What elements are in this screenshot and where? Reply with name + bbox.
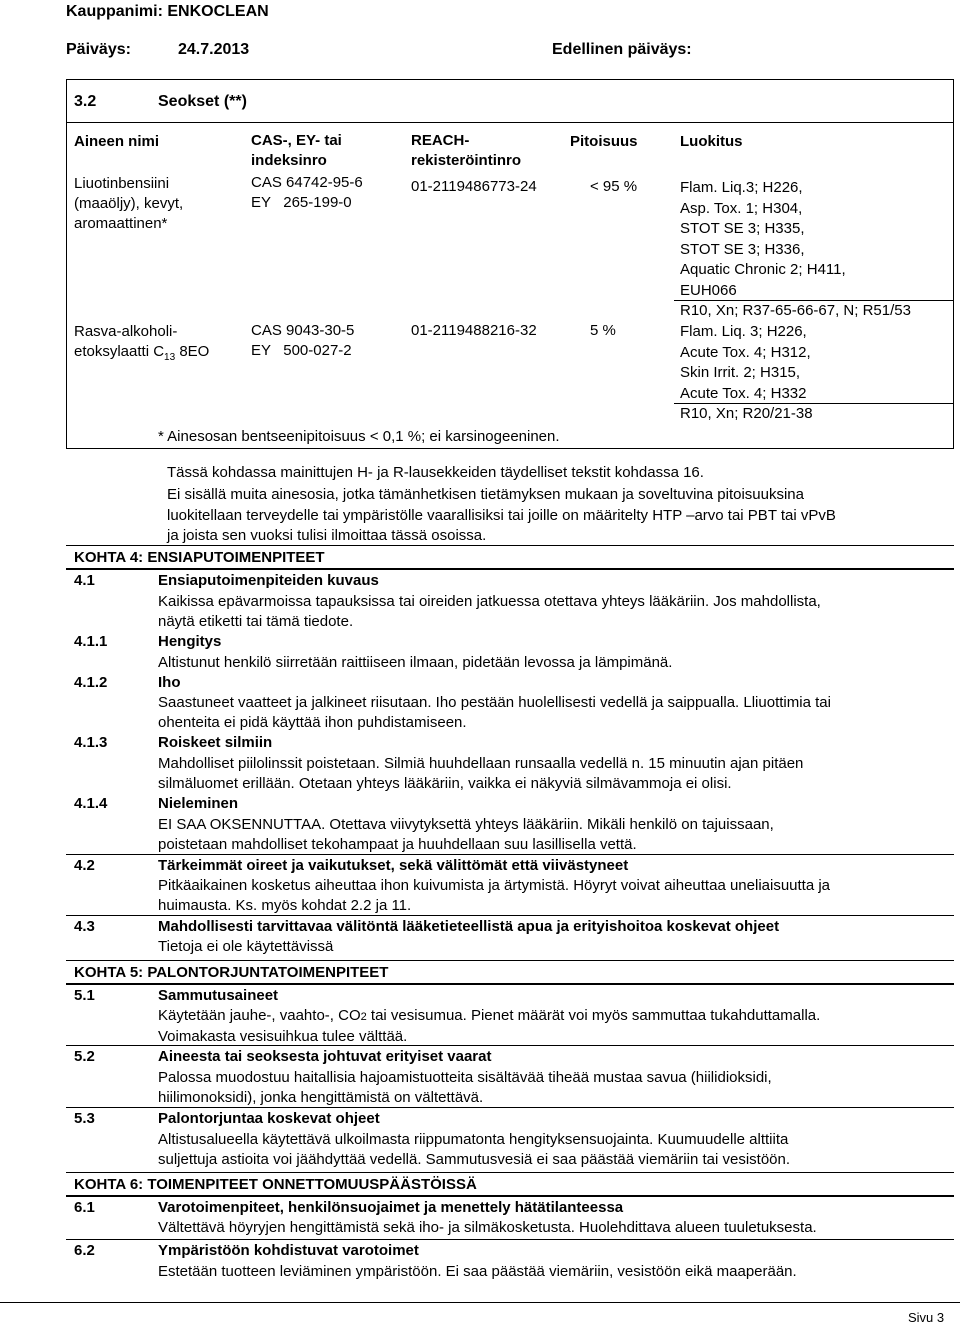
subsection-4-1-1-number: 4.1.1 [74,633,108,650]
footnote: * Ainesosan bentseenipitoisuus < 0,1 %; ei karsinogeeninen. [158,428,560,445]
note-line: luokitellaan terveydelle tai ympäristölle vaarallisiksi tai joille on määritelty HTP –arvo tai PBT tai vPvB [167,506,836,524]
row1-class-line: EUH066 [680,281,737,299]
row2-conc: 5 % [590,322,616,339]
date-value: 24.7.2013 [178,41,250,58]
subsection-6-1: 6.1 Varotoimenpiteet, henkilönsuojaimet ja menettely hätätilanteessa [66,1196,954,1217]
text-4-3 [158,937,948,957]
row2-class-line: Flam. Liq. 3; H226, [680,323,807,340]
text-4-1-4 [158,815,948,855]
text-line: Saastuneet vaatteet ja jalkineet riisutaan. Iho pestään huolellisesti vedellä ja saippualla. Lliuottimia tai [158,694,831,711]
row1-conc: < 95 % [590,178,638,195]
row1-class-line: Flam. Liq.3; H226, [680,179,803,196]
text-4-1-3 [158,754,948,794]
text-line: näytä etiketti tai tämä tiedote. [158,613,354,630]
text-4-1 [158,592,948,632]
text-line: Pitkäaikainen kosketus aiheuttaa ihon kuivumista ja ärtymistä. Höyryt voivat aiheuttaa uneliaisuutta ja [158,877,831,894]
text-line: EI SAA OKSENNUTTAA. Otettava viivytyksettä yhteys lääkäriin. Mikäli henkilö on tajuissaan, [158,816,774,833]
text-line: suljettuja astioita voi jäähdyttää vedellä. Sammutusvesiä ei saa päästää viemäriin tai vesistöön. [158,1151,791,1168]
subsection-4-1-3-title: Roiskeet silmiin [158,734,273,751]
subsection-6-2: 6.2 Ympäristöön kohdistuvat varotoimet [66,1239,954,1260]
text-5-3 [158,1130,948,1170]
row1-class-line: STOT SE 3; H335, [680,220,805,237]
subsection-4-1: 4.1 Ensiaputoimenpiteiden kuvaus [66,569,954,590]
row1-reach: 01-2119486773-24 [411,178,537,195]
subsection-4-1-3-number: 4.1.3 [74,734,108,751]
text-line: ohenteita ei pidä käyttää ihon puhdistamiseen. [158,714,467,731]
row2-name-line2: etoksylaatti $C_{13}$ 8EO [74,343,210,363]
text-line: Altistunut henkilö siirretään raittiiseen ilmaan, pidetään levossa ja lämpimänä. [158,654,673,671]
text-5-2 [158,1068,948,1108]
row1-ey: EY 265-199-0 [251,194,352,211]
subsection-4-1-4-number: 4.1.4 [74,795,108,812]
row2-class-line: Skin Irrit. 2; H315, [680,364,801,381]
col-name: Aineen nimi [74,133,160,150]
row2-class-line: Acute Tox. 4; H312, [680,343,811,361]
text-6-2 [158,1262,948,1282]
row1-cas: CAS 64742-95-6 [251,174,363,191]
date-label: Päiväys: [66,41,131,58]
section-6-heading: KOHTA 6: TOIMENPITEET ONNETTOMUUSPÄÄSTÖISSÄ [66,1172,954,1196]
text-line: silmäluomet erillään. Otetaan yhteys lääkäriin, vaikka ei näkyviä silmävammoja ei olisi. [158,775,732,792]
col-reach: REACH-rekisteröintinro [411,132,522,169]
row2-r-phrases: R10, Xn; R20/21-38 [680,405,813,422]
text-line: Mahdolliset piilolinssit poistetaan. Silmiä huuhdellaan runsaalla vedellä n. 15 minuutin ajan pitäen [158,755,804,772]
text-line: Altistusalueella käytettävä ulkoilmasta riippumatonta hengityksensuojainta. Kuumuudelle alttiita [158,1131,789,1148]
text-line: Palossa muodostuu haitallisia hajoamistuotteita sisältävää tiheää mustaa savua (hiilidioksidi, [158,1069,772,1086]
text-line: poistetaan mahdolliset tekohampaat ja huuhdellaan suu lasillisella vettä. [158,836,637,853]
subsection-4-1-2-title: Iho [158,674,181,691]
section-5-heading: KOHTA 5: PALONTORJUNTATOIMENPITEET [66,960,954,984]
row1-class-line: STOT SE 3; H336, [680,240,805,258]
page-number: Sivu 3 [908,1310,945,1325]
text-line: huimausta. Ks. myös kohdat 2.2 ja 11. [158,897,412,914]
text-line: Käytetään jauhe-, vaahto-, CO2 tai vesisumua. Pienet määrät voi myös sammuttaa tukahduttamalla. [158,1007,821,1024]
col-conc: Pitoisuus [570,133,638,150]
subsection-5-1: 5.1 Sammutusaineet [66,984,954,1005]
subsection-4-3: 4.3 Mahdollisesti tarvittavaa välitöntä lääketieteellistä apua ja erityishoitoa koskevat ohjeet [66,915,954,936]
row2-ey: EY 500-027-2 [251,342,352,359]
text-5-1 [158,1006,948,1047]
row1-r-phrases: R10, Xn; R37-65-66-67, N; R51/53 [680,302,911,319]
note-h-r: Tässä kohdassa mainittujen H- ja R-lausekkeiden täydelliset tekstit kohdassa 16. [167,464,704,481]
text-4-2 [158,876,948,916]
row2-reach: 01-2119488216-32 [411,322,537,339]
row1-classification [680,178,846,301]
text-line: Voimakasta vesisuihkua tulee välttää. [158,1028,408,1045]
text-line: Kaikissa epävarmoissa tapauksissa tai oireiden jatkuessa otettava yhteys lääkäriin. Jos mahdollista, [158,593,821,610]
section-3-2-number: 3.2 [74,93,97,110]
row2-class-line: Acute Tox. 4; H332 [680,384,807,402]
text-4-1-2 [158,693,948,733]
row1-class-line: Asp. Tox. 1; H304, [680,199,803,217]
note-line: Ei sisällä muita ainesosia, jotka tämänhetkisen tietämyksen mukaan ja soveltuvina pitoisuuksina [167,486,804,503]
section-4-heading: KOHTA 4: ENSIAPUTOIMENPITEET [66,545,954,569]
subsection-4-1-2-number: 4.1.2 [74,674,108,691]
subsection-4-2: 4.2 Tärkeimmät oireet ja vaikutukset, sekä välittömät että viivästyneet [66,854,954,875]
subsection-5-3: 5.3 Palontorjuntaa koskevat ohjeet [66,1107,954,1128]
subsection-4-1-4-title: Nieleminen [158,795,239,812]
col-class: Luokitus [680,133,743,150]
row2-cas: CAS 9043-30-5 [251,322,355,339]
note-line: ja joista sen vuoksi tulisi ilmoittaa tässä osoissa. [167,527,487,544]
row2-name [74,322,209,368]
prev-date-label: Edellinen päiväys: [552,41,692,58]
text-line: Estetään tuotteen leviäminen ympäristöön. Ei saa päästää viemäriin, vesistöön eikä maaperään. [158,1263,797,1280]
row2-classification [680,322,811,404]
text-line: Tietoja ei ole käytettävissä [158,938,334,955]
text-line: Vältettävä höyryjen hengittämistä sekä iho- ja silmäkosketusta. Huolehdittava alueen tuuletuksesta. [158,1219,817,1236]
text-6-1 [158,1218,948,1238]
section-3-2-title: Seokset (**) [158,93,247,110]
row1-class-line: Aquatic Chronic 2; H411, [680,261,846,278]
product-name: Kauppanimi: ENKOCLEAN [66,3,269,20]
row2-name-line1: Rasva-alkoholi- [74,323,178,340]
note-other [167,485,836,547]
text-4-1-1 [158,653,948,673]
text-line: hiilimonoksidi), jonka hengittämistä on vältettävä. [158,1089,484,1106]
subsection-4-1-1-title: Hengitys [158,633,222,650]
subsection-5-2: 5.2 Aineesta tai seoksesta johtuvat erityiset vaarat [66,1045,954,1066]
row1-name: Liuotinbensiini (maaöljy), kevyt, aromaattinen* [74,175,184,232]
col-cas: CAS-, EY- tai indeksinro [251,132,342,169]
